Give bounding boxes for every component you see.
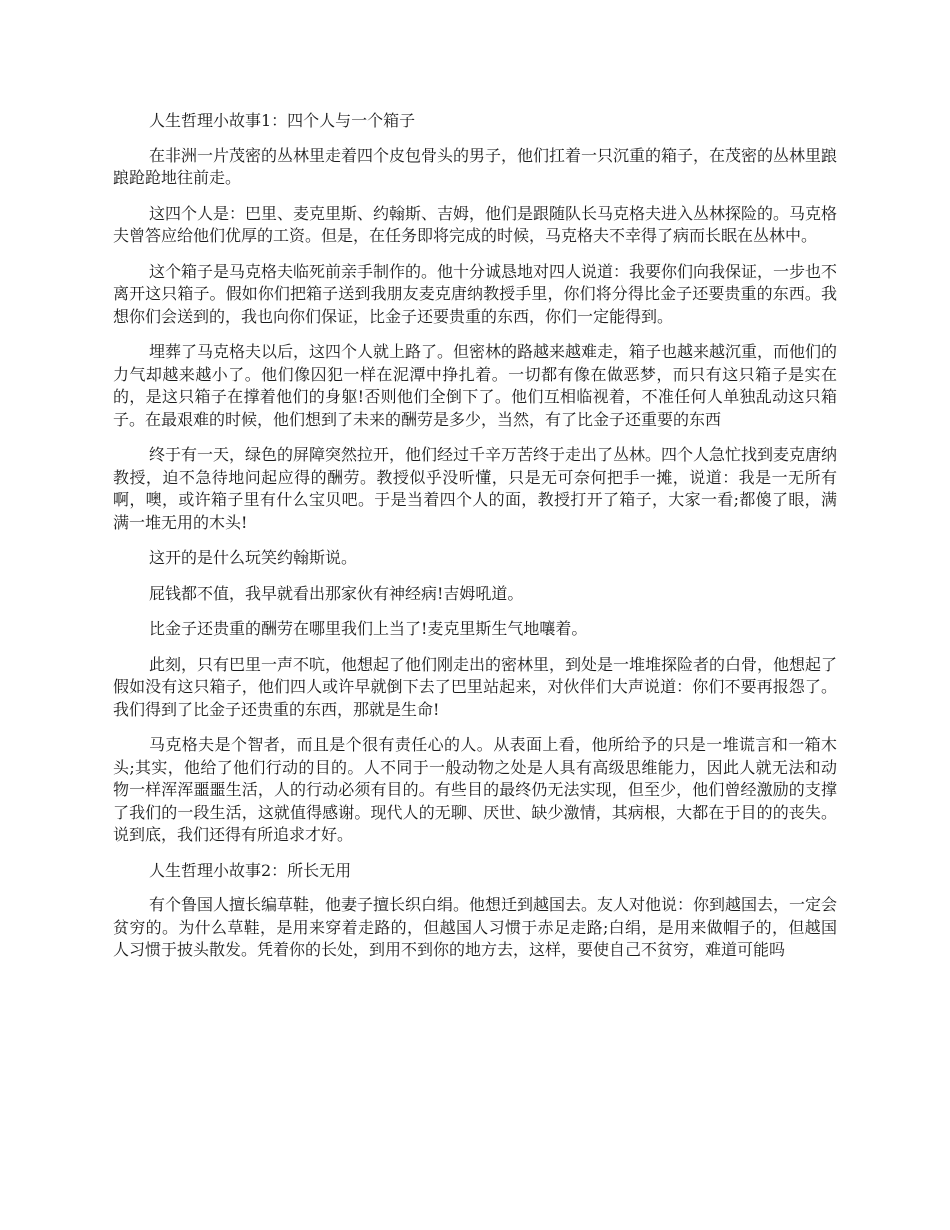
paragraph: 终于有一天，绿色的屏障突然拉开，他们经过千辛万苦终于走出了丛林。四个人急忙找到麦克唐纳教授，迫不急待地问起应得的酬劳。教授似乎没听懂，只是无可奈何把手一摊，说道：我是一无所有啊，噢，或许箱子里有什么宝贝吧。于是当着四个人的面，教授打开了箱子，大家一看;都傻了眼，满满一堆无用的木头! xyxy=(113,445,838,532)
paragraph: 这开的是什么玩笑约翰斯说。 xyxy=(149,548,358,567)
paragraph: 这四个人是：巴里、麦克里斯、约翰斯、吉姆，他们是跟随队长马克格夫进入丛林探险的。马克格夫曾答应给他们优厚的工资。但是，在任务即将完成的时候，马克格夫不幸得了病而长眠在丛林中。 xyxy=(113,203,838,245)
paragraph: 这个箱子是马克格夫临死前亲手制作的。他十分诚恳地对四人说道：我要你们向我保证，一步也不离开这只箱子。假如你们把箱子送到我朋友麦克唐纳教授手里，你们将分得比金子还要贵重的东西。我想你们会送到的，我也向你们保证，比金子还要贵重的东西，你们一定能得到。 xyxy=(113,261,838,326)
story-1-title: 人生哲理小故事1：四个人与一个箱子 xyxy=(149,111,416,130)
paragraph: 此刻，只有巴里一声不吭，他想起了他们刚走出的密林里，到处是一堆堆探险者的白骨，他想起了假如没有这只箱子，他们四人或许早就倒下去了巴里站起来，对伙伴们大声说道：你们不要再报怨了。我们得到了比金子还贵重的东西，那就是生命! xyxy=(113,654,838,719)
paragraph: 马克格夫是个智者，而且是个很有责任心的人。从表面上看，他所给予的只是一堆谎言和一箱木头;其实，他给了他们行动的目的。人不同于一般动物之处是人具有高级思维能力，因此人就无法和动物一样浑浑噩噩生活，人的行动必须有目的。有些目的最终仍无法实现，但至少，他们曾经激励的支撑了我们的一段生活，这就值得感谢。现代人的无聊、厌世、缺少激情，其病根，大都在于目的的丧失。说到底，我们还得有所追求才好。 xyxy=(113,735,837,844)
story-2-title: 人生哲理小故事2：所长无用 xyxy=(149,860,352,880)
paragraph: 屁钱都不值，我早就看出那家伙有神经病!吉姆吼道。 xyxy=(149,583,524,603)
paragraph: 有个鲁国人擅长编草鞋，他妻子擅长织白绢。他想迁到越国去。友人对他说：你到越国去，一定会贫穷的。为什么草鞋，是用来穿着走路的，但越国人习惯于赤足走路;白绢，是用来做帽子的，但越国人习惯于披头散发。凭着你的长处，到用不到你的地方去，这样，要使自己不贫穷，难道可能吗 xyxy=(113,895,838,959)
paragraph: 比金子还贵重的酬劳在哪里我们上当了!麦克里斯生气地嚷着。 xyxy=(149,619,588,638)
document-page xyxy=(113,110,837,975)
paragraph: 埋葬了马克格夫以后，这四个人就上路了。但密林的路越来越难走，箱子也越来越沉重，而他们的力气却越来越小了。他们像囚犯一样在泥潭中挣扎着。一切都有像在做恶梦，而只有这只箱子是实在的，是这只箱子在撑着他们的身躯!否则他们全倒下了。他们互相临视着，不准任何人单独乱动这只箱子。在最艰难的时候，他们想到了未来的酬劳是多少，当然，有了比金子还重要的东西 xyxy=(113,342,838,429)
paragraph: 在非洲一片茂密的丛林里走着四个皮包骨头的男子，他们扛着一只沉重的箱子，在茂密的丛林里踉踉跄跄地往前走。 xyxy=(113,145,838,187)
